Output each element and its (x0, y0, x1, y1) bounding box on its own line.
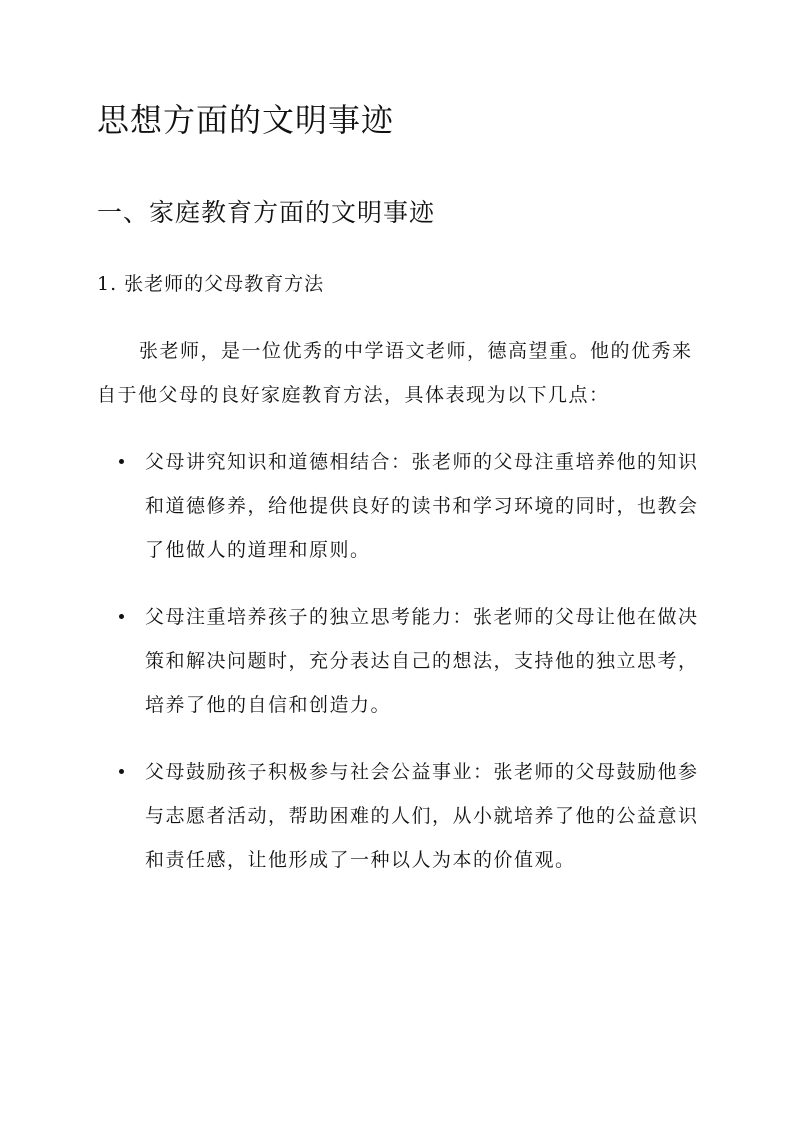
bullet-dot-icon (119, 459, 124, 464)
intro-paragraph: 张老师，是一位优秀的中学语文老师，德高望重。他的优秀来自于他父母的良好家庭教育方法，具体表现为以下几点： (97, 340, 693, 406)
bullet-item (97, 440, 707, 572)
bullet-list (97, 440, 707, 905)
section-heading: 一、家庭教育方面的文明事迹 (97, 198, 436, 227)
bullet-dot-icon (119, 769, 124, 774)
sub-heading: 1. 张老师的父母教育方法 (97, 273, 325, 295)
document-title: 思想方面的文明事迹 (97, 101, 395, 139)
bullet-text: 父母鼓励孩子积极参与社会公益事业：张老师的父母鼓励他参与志愿者活动，帮助困难的人们，从小就培养了他的公益意识和责任感，让他形成了一种以人为本的价值观。 (145, 761, 699, 871)
bullet-item (97, 750, 707, 882)
bullet-dot-icon (119, 614, 124, 619)
bullet-text: 父母注重培养孩子的独立思考能力：张老师的父母让他在做决策和解决问题时，充分表达自己的想法，支持他的独立思考，培养了他的自信和创造力。 (145, 606, 699, 716)
bullet-item (97, 595, 707, 727)
bullet-text: 父母讲究知识和道德相结合：张老师的父母注重培养他的知识和道德修养，给他提供良好的读书和学习环境的同时，也教会了他做人的道理和原则。 (145, 451, 699, 561)
